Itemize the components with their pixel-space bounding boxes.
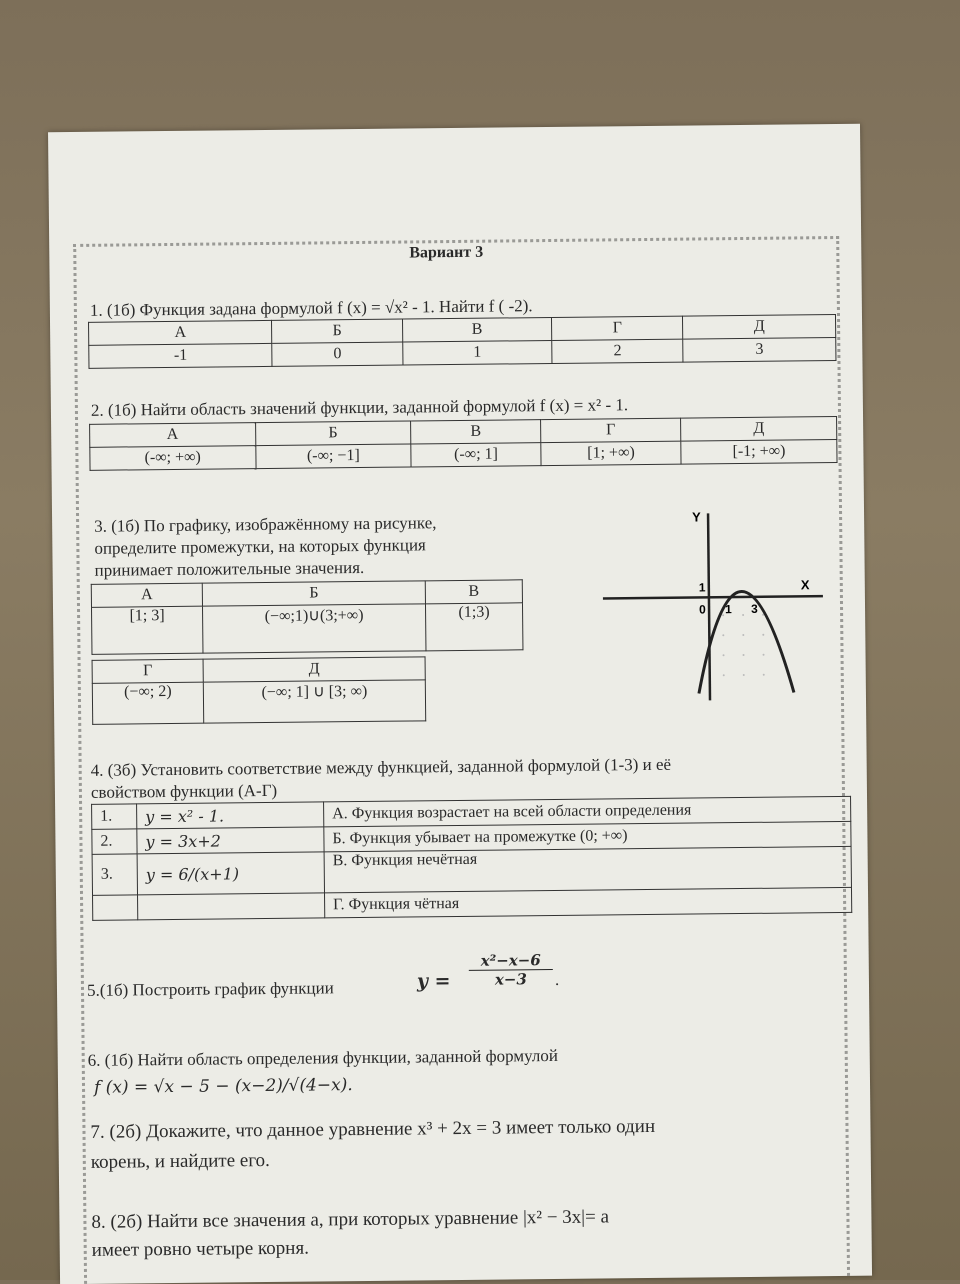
match-num-1: 1. [92,804,137,829]
q2-header-d: Д [681,417,837,442]
q1-header-d: Д [683,315,836,340]
q3-header-d: Д [203,657,425,682]
q3-value-v: (1;3) [425,603,522,651]
q1-header-a: А [89,320,273,345]
q1-header-b: Б [272,319,403,343]
q2-header-b: Б [255,421,411,446]
q5-numerator: x²−x−6 [469,951,553,971]
question-7-line-2: корень, и найдите его. [90,1149,270,1173]
match-func-1: y = x² - 1. [137,802,324,829]
parabola-curve [698,591,794,693]
x-tick-3: 3 [750,601,758,616]
y-axis [708,513,710,700]
question-5-text: 5.(1б) Построить график функции [86,978,334,1000]
x-axis [603,596,823,598]
match-num-3: 3. [92,854,137,895]
match-num-2: 2. [92,829,137,854]
question-7-line-1: 7. (2б) Докажите, что данное уравнение x³ + 2x = 3 имеет только один [90,1115,656,1143]
match-prop-v: В. Функция нечётная [324,846,851,893]
q2-header-g: Г [540,418,681,442]
q3-value-g: (−∞; 2) [92,682,203,724]
question-1-answers [88,314,836,369]
q2-value-d: [-1; +∞) [681,440,837,465]
q6-formula: f (x) = √x − 5 − (x−2)/√(4−x). [93,1075,353,1098]
x-tick-1: 1 [724,602,732,617]
question-6-text: 6. (1б) Найти область определения функции, заданной формулой [87,1045,558,1070]
q1-value-d: 3 [683,338,836,363]
match-prop-b: Б. Функция убывает на промежутке (0; +∞) [324,821,851,852]
q3-value-d: (−∞; 1] ∪ [3; ∞) [203,680,425,723]
parabola-graph [592,504,834,707]
question-4-line-2: свойством функции (А-Г) [90,780,278,802]
match-prop-a: А. Функция возрастает на всей области определения [324,796,851,827]
q3-header-g: Г [92,659,203,683]
origin-label: 0 [698,602,706,617]
match-func-2: y = 3x+2 [137,827,324,854]
match-num-4 [93,895,138,920]
q3-value-a: [1; 3] [91,606,202,654]
question-1-text: 1. (1б) Функция задана формулой f (x) = √x² - 1. Найти f ( -2). [89,296,533,320]
worksheet [48,124,872,1284]
x-axis-label: X [800,577,810,593]
q1-value-a: -1 [89,343,273,368]
q1-value-b: 0 [272,342,403,366]
q5-tail: . [554,969,560,989]
question-4-line-1: 4. (3б) Установить соответствие между функцией, заданной формулой (1-3) и её [90,754,672,780]
q2-header-v: В [411,420,541,444]
question-3-line-3: принимает положительные значения. [94,557,365,580]
q5-fraction [469,951,553,989]
q3-header-b: Б [202,581,425,606]
q3-header-a: А [91,583,202,607]
q3-value-b: (−∞;1)∪(3;+∞) [202,604,425,653]
variant-title: Вариант 3 [409,243,484,262]
q2-value-g: [1; +∞) [541,441,682,465]
question-3-answers-top [91,579,524,655]
q5-denominator: x−3 [494,970,527,989]
question-8-line-2: имеет ровно четыре корня. [91,1237,310,1261]
match-func-4 [138,893,325,920]
q1-value-v: 1 [403,340,553,365]
y-tick-1: 1 [698,580,706,595]
q2-header-a: А [90,423,256,448]
question-3-line-2: определите промежутки, на которых функция [94,535,426,558]
q2-value-a: (-∞; +∞) [90,446,256,471]
question-3-line-1: 3. (1б) По графику, изображённому на рисунке, [94,513,437,536]
q3-header-v: В [425,580,522,604]
q1-value-g: 2 [552,339,683,363]
q1-header-v: В [402,317,552,342]
match-func-3: y = 6/(x+1) [137,852,324,895]
q2-value-b: (-∞; −1] [255,444,411,469]
question-4-matching-table [91,796,852,921]
graph-grid [722,614,765,676]
question-3-answers-bottom [92,656,427,724]
question-2-text: 2. (1б) Найти область значений функции, заданной формулой f (x) = x² - 1. [90,395,629,420]
question-2-answers [89,416,837,471]
match-prop-g: Г. Функция чётная [325,887,852,918]
q2-value-v: (-∞; 1] [411,443,541,467]
q5-formula-lhs: y = [416,970,451,993]
q1-header-g: Г [552,316,683,340]
y-axis-label: Y [692,509,701,525]
question-8-line-1: 8. (2б) Найти все значения a, при которых уравнение |x² − 3x|= a [91,1206,610,1233]
